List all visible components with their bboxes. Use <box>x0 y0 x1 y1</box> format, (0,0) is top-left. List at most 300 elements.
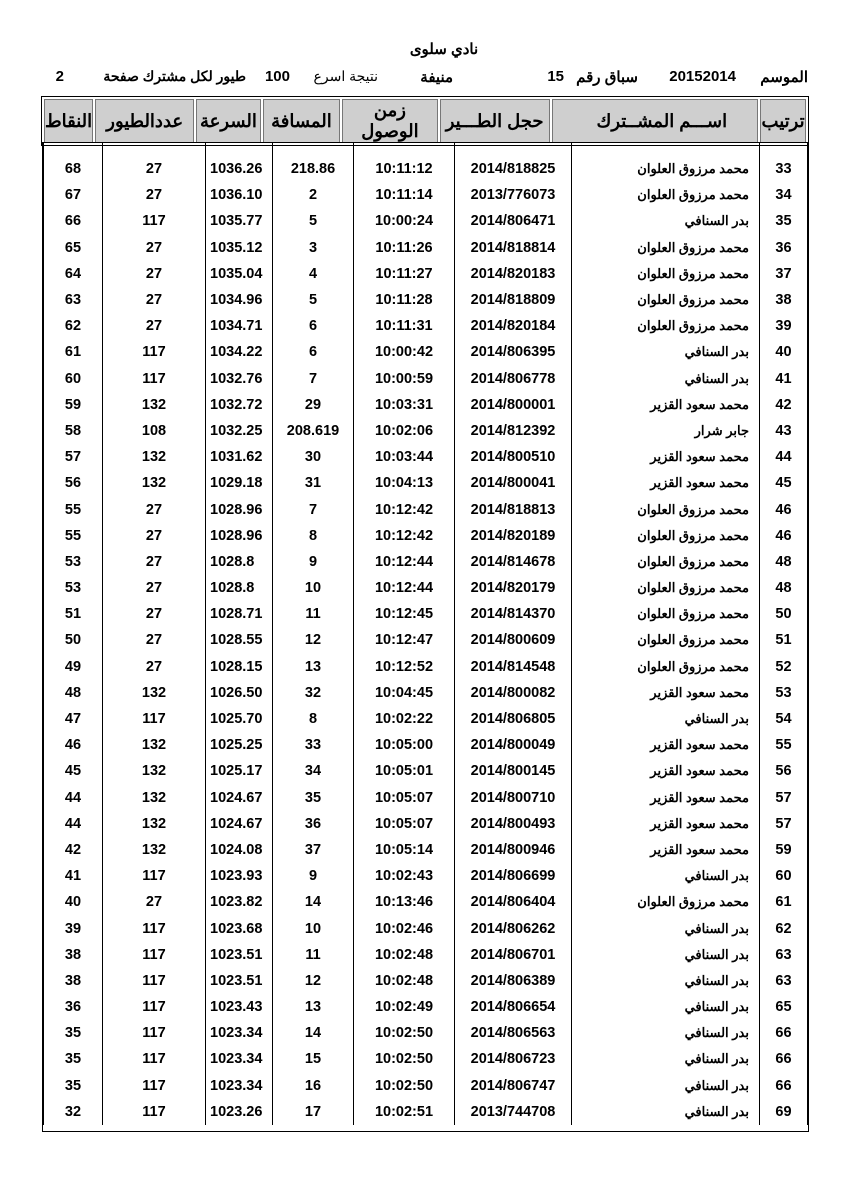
ring-number-cell: 2014/820183 <box>455 261 572 287</box>
arrival-time-cell: 10:11:28 <box>354 287 455 313</box>
table-row <box>44 758 808 784</box>
page-number: 2 <box>55 68 64 85</box>
table-row <box>44 942 808 968</box>
points-cell: 41 <box>44 863 103 889</box>
member-name-cell: محمد مرزوق العلوان <box>572 143 760 182</box>
ring-number-cell: 2014/800493 <box>455 811 572 837</box>
speed-cell: 1036.26 <box>206 143 273 182</box>
arrival-time-cell: 10:02:48 <box>354 968 455 994</box>
ring-number-cell: 2014/806778 <box>455 366 572 392</box>
ring-number-cell: 2014/818813 <box>455 496 572 522</box>
points-cell: 49 <box>44 654 103 680</box>
distance-cell: 34 <box>273 758 354 784</box>
arrival-time-cell: 10:02:46 <box>354 915 455 941</box>
distance-cell: 9 <box>273 549 354 575</box>
arrival-time-cell: 10:11:27 <box>354 261 455 287</box>
distance-cell: 36 <box>273 811 354 837</box>
table-row <box>44 496 808 522</box>
speed-cell: 1032.76 <box>206 366 273 392</box>
rank-cell: 53 <box>760 680 808 706</box>
points-cell: 55 <box>44 523 103 549</box>
speed-cell: 1034.71 <box>206 313 273 339</box>
speed-cell: 1025.70 <box>206 706 273 732</box>
member-name-cell: بدر السنافي <box>572 1099 760 1125</box>
bird-count-cell: 117 <box>103 366 206 392</box>
points-cell: 68 <box>44 143 103 182</box>
rank-cell: 40 <box>760 339 808 365</box>
member-name-cell: محمد سعود القزير <box>572 758 760 784</box>
rank-cell: 54 <box>760 706 808 732</box>
distance-cell: 31 <box>273 470 354 496</box>
speed-cell: 1023.34 <box>206 1046 273 1072</box>
rank-cell: 66 <box>760 1020 808 1046</box>
table-row <box>44 444 808 470</box>
rank-cell: 50 <box>760 601 808 627</box>
arrival-time-cell: 10:05:07 <box>354 811 455 837</box>
arrival-time-cell: 10:03:31 <box>354 392 455 418</box>
member-name-cell: بدر السنافي <box>572 994 760 1020</box>
member-name-cell: جابر شرار <box>572 418 760 444</box>
points-cell: 39 <box>44 915 103 941</box>
distance-cell: 7 <box>273 366 354 392</box>
bird-count-cell: 27 <box>103 313 206 339</box>
table-row <box>44 1046 808 1072</box>
arrival-time-cell: 10:02:50 <box>354 1073 455 1099</box>
rank-cell: 63 <box>760 968 808 994</box>
bird-count-cell: 117 <box>103 942 206 968</box>
table-row <box>44 143 808 182</box>
member-name-cell: محمد مرزوق العلوان <box>572 313 760 339</box>
ring-number-cell: 2014/818809 <box>455 287 572 313</box>
arrival-time-cell: 10:02:50 <box>354 1020 455 1046</box>
arrival-time-cell: 10:05:14 <box>354 837 455 863</box>
speed-cell: 1023.26 <box>206 1099 273 1125</box>
ring-number-cell: 2014/820184 <box>455 313 572 339</box>
points-cell: 50 <box>44 627 103 653</box>
bird-count-cell: 117 <box>103 1020 206 1046</box>
ring-number-cell: 2014/806654 <box>455 994 572 1020</box>
distance-cell: 16 <box>273 1073 354 1099</box>
member-name-cell: محمد سعود القزير <box>572 785 760 811</box>
points-cell: 36 <box>44 994 103 1020</box>
bird-count-cell: 132 <box>103 732 206 758</box>
points-cell: 45 <box>44 758 103 784</box>
bird-count-cell: 27 <box>103 182 206 208</box>
speed-cell: 1032.72 <box>206 392 273 418</box>
rank-cell: 61 <box>760 889 808 915</box>
rank-cell: 52 <box>760 654 808 680</box>
table-row <box>44 627 808 653</box>
arrival-time-cell: 10:11:14 <box>354 182 455 208</box>
ring-number-cell: 2014/806563 <box>455 1020 572 1046</box>
ring-number-cell: 2014/806747 <box>455 1073 572 1099</box>
arrival-time-cell: 10:12:52 <box>354 654 455 680</box>
rank-cell: 45 <box>760 470 808 496</box>
bird-count-cell: 117 <box>103 1073 206 1099</box>
bird-count-cell: 27 <box>103 523 206 549</box>
club-name: نادي سلوى <box>409 41 479 58</box>
bird-count-cell: 132 <box>103 837 206 863</box>
bird-count-cell: 117 <box>103 915 206 941</box>
member-name-cell: بدر السنافي <box>572 1073 760 1099</box>
bird-count-cell: 27 <box>103 235 206 261</box>
distance-cell: 5 <box>273 208 354 234</box>
col-birds: عددالطيور <box>95 99 194 143</box>
ring-number-cell: 2014/806699 <box>455 863 572 889</box>
race-label: سباق رقم <box>576 69 638 86</box>
distance-cell: 10 <box>273 915 354 941</box>
ring-number-cell: 2014/800946 <box>455 837 572 863</box>
table-row <box>44 994 808 1020</box>
season-label: الموسم <box>760 69 808 86</box>
speed-cell: 1024.67 <box>206 811 273 837</box>
member-name-cell: محمد مرزوق العلوان <box>572 654 760 680</box>
table-row <box>44 811 808 837</box>
col-points: النقاط <box>44 99 93 143</box>
speed-cell: 1028.96 <box>206 523 273 549</box>
points-cell: 35 <box>44 1020 103 1046</box>
table-row <box>44 182 808 208</box>
ring-number-cell: 2013/744708 <box>455 1099 572 1125</box>
distance-cell: 8 <box>273 523 354 549</box>
bird-count-cell: 132 <box>103 470 206 496</box>
distance-cell: 12 <box>273 627 354 653</box>
bird-count-cell: 117 <box>103 1099 206 1125</box>
birds-count: 100 <box>264 68 290 85</box>
table-row <box>44 549 808 575</box>
member-name-cell: بدر السنافي <box>572 863 760 889</box>
member-name-cell: بدر السنافي <box>572 942 760 968</box>
member-name-cell: محمد مرزوق العلوان <box>572 287 760 313</box>
points-cell: 57 <box>44 444 103 470</box>
arrival-time-cell: 10:02:43 <box>354 863 455 889</box>
distance-cell: 33 <box>273 732 354 758</box>
speed-cell: 1024.67 <box>206 785 273 811</box>
rank-cell: 48 <box>760 575 808 601</box>
bird-count-cell: 132 <box>103 785 206 811</box>
bird-count-cell: 117 <box>103 706 206 732</box>
race-number: 15 <box>547 68 564 85</box>
table-row <box>44 470 808 496</box>
table-row <box>44 1073 808 1099</box>
ring-number-cell: 2014/800145 <box>455 758 572 784</box>
col-name: اســـم المشــترك <box>552 99 758 143</box>
table-row <box>44 523 808 549</box>
table-row <box>44 915 808 941</box>
member-name-cell: محمد مرزوق العلوان <box>572 235 760 261</box>
ring-number-cell: 2014/806395 <box>455 339 572 365</box>
points-cell: 48 <box>44 680 103 706</box>
rank-cell: 56 <box>760 758 808 784</box>
ring-number-cell: 2014/806701 <box>455 942 572 968</box>
speed-cell: 1023.34 <box>206 1073 273 1099</box>
rank-cell: 46 <box>760 496 808 522</box>
ring-number-cell: 2014/820189 <box>455 523 572 549</box>
rank-cell: 65 <box>760 994 808 1020</box>
member-name-cell: بدر السنافي <box>572 1046 760 1072</box>
arrival-time-cell: 10:02:06 <box>354 418 455 444</box>
table-row <box>44 785 808 811</box>
distance-cell: 35 <box>273 785 354 811</box>
points-cell: 40 <box>44 889 103 915</box>
member-name-cell: بدر السنافي <box>572 1020 760 1046</box>
speed-cell: 1028.8 <box>206 549 273 575</box>
points-cell: 67 <box>44 182 103 208</box>
distance-cell: 29 <box>273 392 354 418</box>
distance-cell: 13 <box>273 654 354 680</box>
distance-cell: 17 <box>273 1099 354 1125</box>
points-cell: 35 <box>44 1046 103 1072</box>
distance-cell: 6 <box>273 313 354 339</box>
ring-number-cell: 2014/800710 <box>455 785 572 811</box>
arrival-time-cell: 10:11:26 <box>354 235 455 261</box>
rank-cell: 44 <box>760 444 808 470</box>
member-name-cell: محمد سعود القزير <box>572 811 760 837</box>
table-row <box>44 680 808 706</box>
bird-count-cell: 27 <box>103 654 206 680</box>
points-cell: 66 <box>44 208 103 234</box>
points-cell: 32 <box>44 1099 103 1125</box>
arrival-time-cell: 10:11:31 <box>354 313 455 339</box>
speed-cell: 1023.93 <box>206 863 273 889</box>
member-name-cell: محمد سعود القزير <box>572 444 760 470</box>
speed-cell: 1035.77 <box>206 208 273 234</box>
bird-count-cell: 27 <box>103 549 206 575</box>
distance-cell: 14 <box>273 889 354 915</box>
member-name-cell: محمد مرزوق العلوان <box>572 523 760 549</box>
points-cell: 62 <box>44 313 103 339</box>
points-cell: 53 <box>44 575 103 601</box>
distance-cell: 13 <box>273 994 354 1020</box>
rank-cell: 36 <box>760 235 808 261</box>
rank-cell: 39 <box>760 313 808 339</box>
distance-cell: 6 <box>273 339 354 365</box>
points-cell: 53 <box>44 549 103 575</box>
speed-cell: 1023.82 <box>206 889 273 915</box>
arrival-time-cell: 10:02:50 <box>354 1046 455 1072</box>
speed-cell: 1025.25 <box>206 732 273 758</box>
arrival-time-cell: 10:02:51 <box>354 1099 455 1125</box>
points-cell: 42 <box>44 837 103 863</box>
ring-number-cell: 2014/806723 <box>455 1046 572 1072</box>
ring-number-cell: 2014/806262 <box>455 915 572 941</box>
rank-cell: 46 <box>760 523 808 549</box>
ring-number-cell: 2014/800510 <box>455 444 572 470</box>
arrival-time-cell: 10:00:59 <box>354 366 455 392</box>
table-row <box>44 654 808 680</box>
ring-number-cell: 2014/818825 <box>455 143 572 182</box>
rank-cell: 42 <box>760 392 808 418</box>
member-name-cell: بدر السنافي <box>572 968 760 994</box>
table-row <box>44 339 808 365</box>
ring-number-cell: 2014/818814 <box>455 235 572 261</box>
table-row <box>44 863 808 889</box>
ring-number-cell: 2013/776073 <box>455 182 572 208</box>
bird-count-cell: 132 <box>103 758 206 784</box>
table-row <box>44 889 808 915</box>
distance-cell: 208.619 <box>273 418 354 444</box>
points-cell: 35 <box>44 1073 103 1099</box>
arrival-time-cell: 10:04:45 <box>354 680 455 706</box>
distance-cell: 3 <box>273 235 354 261</box>
member-name-cell: محمد سعود القزير <box>572 732 760 758</box>
points-cell: 56 <box>44 470 103 496</box>
table-row <box>44 261 808 287</box>
distance-cell: 5 <box>273 287 354 313</box>
member-name-cell: محمد مرزوق العلوان <box>572 496 760 522</box>
col-ring: حجل الطـــير <box>440 99 550 143</box>
arrival-time-cell: 10:13:46 <box>354 889 455 915</box>
distance-cell: 2 <box>273 182 354 208</box>
speed-cell: 1028.55 <box>206 627 273 653</box>
member-name-cell: بدر السنافي <box>572 208 760 234</box>
bird-count-cell: 27 <box>103 627 206 653</box>
bird-count-cell: 27 <box>103 287 206 313</box>
bird-count-cell: 27 <box>103 601 206 627</box>
arrival-time-cell: 10:12:44 <box>354 549 455 575</box>
bird-count-cell: 27 <box>103 261 206 287</box>
ring-number-cell: 2014/814370 <box>455 601 572 627</box>
table-header <box>41 96 809 146</box>
distance-cell: 30 <box>273 444 354 470</box>
member-name-cell: بدر السنافي <box>572 339 760 365</box>
arrival-time-cell: 10:12:42 <box>354 523 455 549</box>
table-row <box>44 1020 808 1046</box>
speed-cell: 1028.96 <box>206 496 273 522</box>
speed-cell: 1023.43 <box>206 994 273 1020</box>
col-distance: المسافة <box>263 99 341 143</box>
arrival-time-cell: 10:00:24 <box>354 208 455 234</box>
arrival-time-cell: 10:00:42 <box>354 339 455 365</box>
speed-cell: 1023.51 <box>206 968 273 994</box>
member-name-cell: محمد مرزوق العلوان <box>572 182 760 208</box>
table-row <box>44 392 808 418</box>
speed-cell: 1034.96 <box>206 287 273 313</box>
distance-cell: 10 <box>273 575 354 601</box>
ring-number-cell: 2014/814678 <box>455 549 572 575</box>
distance-cell: 218.86 <box>273 143 354 182</box>
rank-cell: 66 <box>760 1046 808 1072</box>
distance-cell: 12 <box>273 968 354 994</box>
rank-cell: 43 <box>760 418 808 444</box>
ring-number-cell: 2014/806389 <box>455 968 572 994</box>
member-name-cell: محمد مرزوق العلوان <box>572 889 760 915</box>
arrival-time-cell: 10:05:00 <box>354 732 455 758</box>
bird-count-cell: 132 <box>103 811 206 837</box>
member-name-cell: محمد مرزوق العلوان <box>572 575 760 601</box>
speed-cell: 1032.25 <box>206 418 273 444</box>
arrival-time-cell: 10:02:49 <box>354 994 455 1020</box>
speed-cell: 1029.18 <box>206 470 273 496</box>
points-cell: 46 <box>44 732 103 758</box>
points-cell: 55 <box>44 496 103 522</box>
per-member-label: طيور لكل مشترك صفحة <box>103 68 246 84</box>
member-name-cell: بدر السنافي <box>572 706 760 732</box>
arrival-time-cell: 10:12:42 <box>354 496 455 522</box>
distance-cell: 8 <box>273 706 354 732</box>
bird-count-cell: 117 <box>103 208 206 234</box>
arrival-time-cell: 10:05:01 <box>354 758 455 784</box>
bird-count-cell: 108 <box>103 418 206 444</box>
rank-cell: 48 <box>760 549 808 575</box>
table-row <box>44 287 808 313</box>
speed-cell: 1023.34 <box>206 1020 273 1046</box>
ring-number-cell: 2014/800001 <box>455 392 572 418</box>
rank-cell: 38 <box>760 287 808 313</box>
ring-number-cell: 2014/806404 <box>455 889 572 915</box>
bird-count-cell: 117 <box>103 863 206 889</box>
season-value: 20152014 <box>669 68 736 85</box>
speed-cell: 1035.12 <box>206 235 273 261</box>
table-row <box>44 732 808 758</box>
table-row <box>44 601 808 627</box>
rank-cell: 69 <box>760 1099 808 1125</box>
table-row <box>44 235 808 261</box>
member-name-cell: بدر السنافي <box>572 915 760 941</box>
bird-count-cell: 27 <box>103 575 206 601</box>
points-cell: 63 <box>44 287 103 313</box>
rank-cell: 57 <box>760 785 808 811</box>
ring-number-cell: 2014/800609 <box>455 627 572 653</box>
speed-cell: 1028.71 <box>206 601 273 627</box>
col-rank: ترتيب <box>760 99 806 143</box>
speed-cell: 1028.8 <box>206 575 273 601</box>
points-cell: 64 <box>44 261 103 287</box>
points-cell: 60 <box>44 366 103 392</box>
speed-cell: 1026.50 <box>206 680 273 706</box>
arrival-time-cell: 10:12:44 <box>354 575 455 601</box>
points-cell: 59 <box>44 392 103 418</box>
speed-cell: 1023.68 <box>206 915 273 941</box>
arrival-time-cell: 10:02:48 <box>354 942 455 968</box>
rank-cell: 59 <box>760 837 808 863</box>
distance-cell: 37 <box>273 837 354 863</box>
member-name-cell: محمد سعود القزير <box>572 392 760 418</box>
points-cell: 47 <box>44 706 103 732</box>
rank-cell: 33 <box>760 143 808 182</box>
arrival-time-cell: 10:12:47 <box>354 627 455 653</box>
distance-cell: 7 <box>273 496 354 522</box>
distance-cell: 9 <box>273 863 354 889</box>
rank-cell: 35 <box>760 208 808 234</box>
points-cell: 58 <box>44 418 103 444</box>
rank-cell: 34 <box>760 182 808 208</box>
member-name-cell: محمد مرزوق العلوان <box>572 261 760 287</box>
member-name-cell: محمد سعود القزير <box>572 837 760 863</box>
member-name-cell: محمد مرزوق العلوان <box>572 549 760 575</box>
rank-cell: 66 <box>760 1073 808 1099</box>
points-cell: 61 <box>44 339 103 365</box>
bird-count-cell: 132 <box>103 444 206 470</box>
bird-count-cell: 27 <box>103 889 206 915</box>
table-row <box>44 208 808 234</box>
rank-cell: 51 <box>760 627 808 653</box>
speed-cell: 1031.62 <box>206 444 273 470</box>
member-name-cell: بدر السنافي <box>572 366 760 392</box>
points-cell: 38 <box>44 968 103 994</box>
ring-number-cell: 2014/800082 <box>455 680 572 706</box>
result-label: نتيجة اسرع <box>313 68 378 84</box>
speed-cell: 1036.10 <box>206 182 273 208</box>
member-name-cell: محمد سعود القزير <box>572 680 760 706</box>
points-cell: 44 <box>44 811 103 837</box>
rank-cell: 55 <box>760 732 808 758</box>
member-name-cell: محمد مرزوق العلوان <box>572 601 760 627</box>
speed-cell: 1025.17 <box>206 758 273 784</box>
arrival-time-cell: 10:03:44 <box>354 444 455 470</box>
location: منيفة <box>420 69 453 86</box>
ring-number-cell: 2014/814548 <box>455 654 572 680</box>
